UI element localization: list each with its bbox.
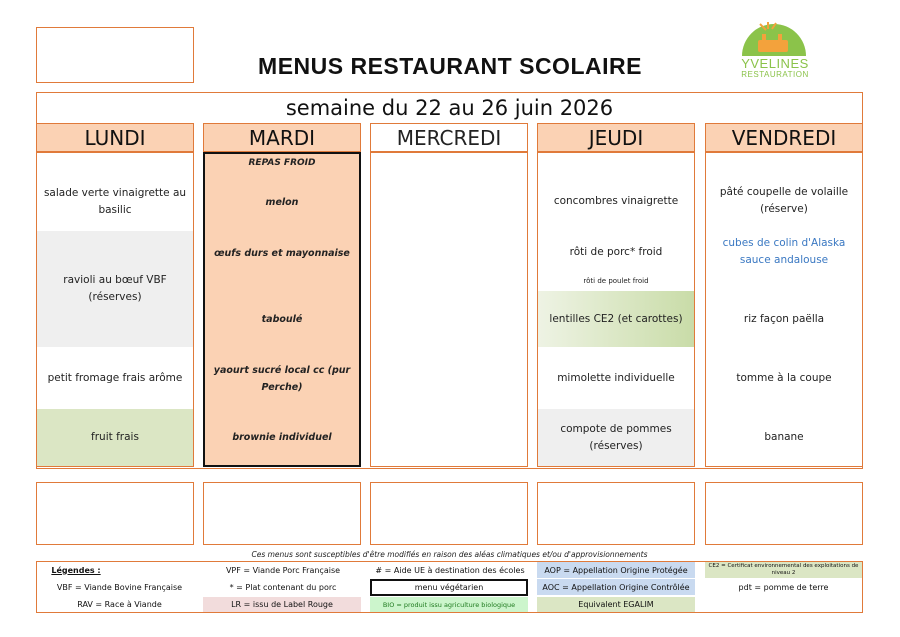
column-jeudi	[537, 152, 695, 467]
legend-ue: # = Aide UE à destination des écoles	[375, 565, 525, 575]
mardi-laitage: yaourt sucré local cc (pur Perche)	[213, 365, 351, 393]
mardi-dessert: brownie individuel	[232, 432, 332, 443]
legend-bio: BIO = produit issu agriculture biologique	[370, 597, 528, 612]
footer-note: Ces menus sont susceptibles d'être modifiés en raison des aléas climatiques et/ou d'approvisionnements	[251, 549, 648, 559]
day-header-vendredi: VENDREDI	[705, 123, 863, 152]
vendredi-laitage: tomme à la coupe	[736, 371, 832, 384]
legend-vbf: VBF = Viande Bovine Française	[56, 582, 183, 592]
day-header-lundi: LUNDI	[36, 123, 194, 152]
page-title: MENUS RESTAURANT SCOLAIRE	[258, 52, 642, 79]
empty-box-mardi	[203, 482, 361, 545]
mardi-entree: melon	[265, 196, 299, 208]
logo-bottom-text: RESTAURATION	[741, 70, 809, 79]
vendredi-plat: cubes de colin d'Alaska sauce andalouse	[722, 237, 846, 266]
jeudi-entree: concombres vinaigrette	[553, 194, 679, 207]
legend-egalim: Equivalent EGALIM	[537, 597, 695, 612]
legend-pdt: pdt = pomme de terre	[738, 582, 829, 592]
lundi-plat: ravioli au bœuf VBF (réserves)	[37, 231, 193, 347]
column-lundi	[36, 152, 194, 467]
empty-box-vendredi	[705, 482, 863, 545]
vendredi-accompagnement: riz façon paëlla	[743, 312, 825, 325]
vendredi-dessert: banane	[764, 431, 804, 443]
column-mardi	[203, 152, 361, 467]
legend-ce2: CE2 = Certificat environnemental des exploitations de niveau 2	[705, 562, 862, 578]
jeudi-accompagnement: lentilles CE2 (et carottes)	[538, 291, 694, 347]
week-label: semaine du 22 au 26 juin 2026	[285, 96, 614, 120]
mardi-accompagnement: taboulé	[261, 313, 303, 325]
column-mercredi	[370, 152, 528, 467]
day-header-mardi: MARDI	[203, 123, 361, 152]
day-header-mercredi: MERCREDI	[370, 123, 528, 152]
legend-vege: menu végétarien	[370, 579, 528, 596]
legend-aop: AOP = Appellation Origine Protégée	[537, 562, 695, 578]
lundi-laitage: petit fromage frais arôme	[47, 371, 183, 384]
legend-lr: LR = issu de Label Rouge	[203, 597, 361, 612]
mardi-plat: œufs durs et mayonnaise	[214, 247, 350, 259]
lundi-entree: salade verte vinaigrette au basilic	[43, 187, 187, 216]
lundi-dessert: fruit frais	[37, 409, 193, 466]
jeudi-dessert: compote de pommes (réserves)	[538, 409, 694, 466]
empty-box-mercredi	[370, 482, 528, 545]
legend-vpf: VPF = Viande Porc Française	[225, 565, 341, 575]
legend-title: Légendes :	[51, 565, 101, 575]
legend-porc: * = Plat contenant du porc	[229, 582, 337, 592]
empty-box-lundi	[36, 482, 194, 545]
mardi-note: REPAS FROID	[248, 157, 316, 168]
logo-top-text: YVELINES	[741, 56, 809, 71]
jeudi-plat: rôti de porc* froid	[569, 245, 663, 258]
logo	[730, 18, 820, 82]
column-vendredi	[705, 152, 863, 467]
jeudi-plat-alt: rôti de poulet froid	[583, 276, 649, 285]
top-left-box	[36, 27, 194, 83]
empty-box-jeudi	[537, 482, 695, 545]
legend-rav: RAV = Race à Viande	[77, 600, 162, 609]
jeudi-laitage: mimolette individuelle	[557, 371, 675, 384]
legend-aoc: AOC = Appellation Origine Contrôlée	[537, 579, 695, 595]
vendredi-entree: pâté coupelle de volaille (réserve)	[719, 186, 849, 215]
day-header-jeudi: JEUDI	[537, 123, 695, 152]
